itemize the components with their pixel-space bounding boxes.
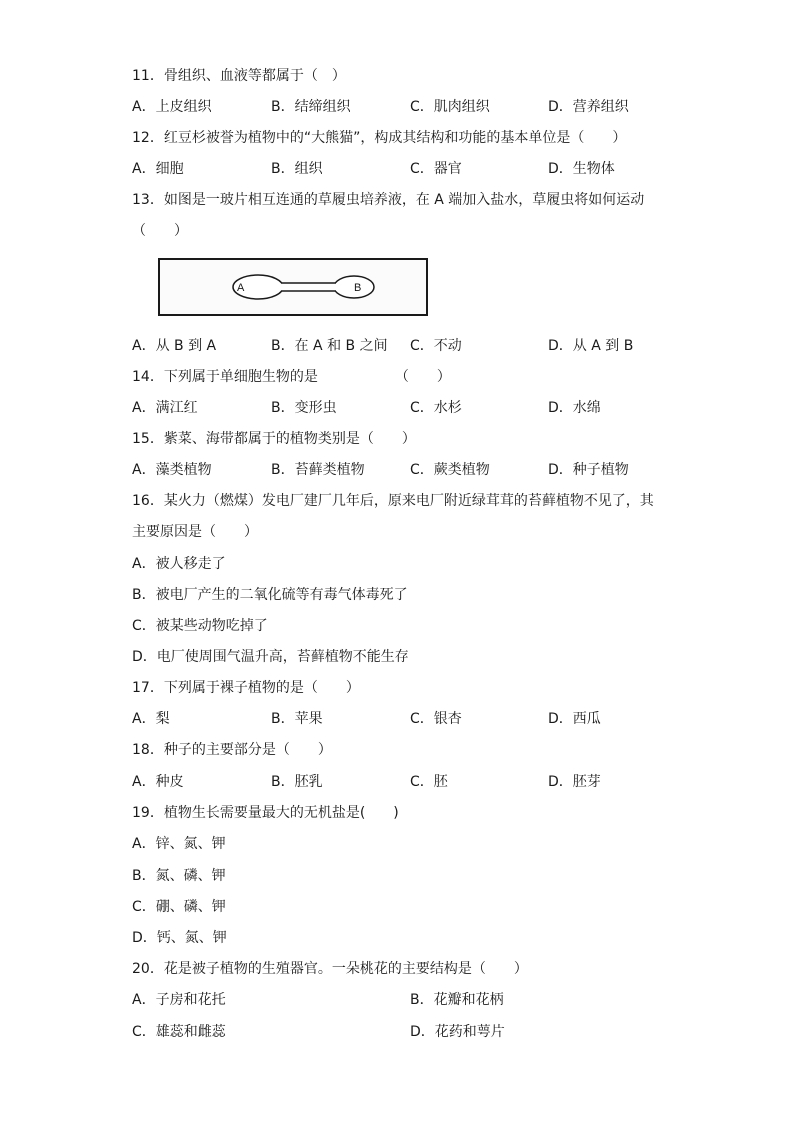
question-11-option-a: A．上皮组织 <box>132 99 212 115</box>
question-13-option-a: A．从 B 到 A <box>132 338 217 354</box>
question-18-option-b: B．胚乳 <box>271 774 323 790</box>
question-16-option-d: D．电厂使周围气温升高，苔藓植物不能生存 <box>132 649 409 665</box>
question-20-option-b: B．花瓣和花柄 <box>410 992 504 1008</box>
question-17-stem: 17．下列属于裸子植物的是（ ） <box>132 680 360 696</box>
question-15-stem: 15．紫菜、海带都属于的植物类别是（ ） <box>132 431 416 447</box>
question-14-option-c: C．水杉 <box>410 400 462 416</box>
question-12-stem: 12．红豆杉被誉为植物中的“大熊猫”，构成其结构和功能的基本单位是（ ） <box>132 130 627 146</box>
question-15-option-d: D．种子植物 <box>548 462 629 478</box>
question-13-option-b: B．在 A 和 B 之间 <box>271 338 388 354</box>
question-19-option-d: D．钙、氮、钾 <box>132 930 227 946</box>
question-16-stem-line-2: 主要原因是（ ） <box>132 524 258 540</box>
question-12-option-c: C．器官 <box>410 161 462 177</box>
question-20-option-d: D．花药和萼片 <box>410 1024 505 1040</box>
paramecium-slide-figure <box>158 258 428 316</box>
question-12-option-a: A．细胞 <box>132 161 184 177</box>
question-17-option-c: C．银杏 <box>410 711 462 727</box>
question-17-option-d: D．西瓜 <box>548 711 601 727</box>
question-14-option-d: D．水绵 <box>548 400 601 416</box>
question-12-option-d: D．生物体 <box>548 161 615 177</box>
connecting-channel <box>281 283 337 291</box>
question-18-option-c: C．胚 <box>410 774 448 790</box>
question-18-stem: 18．种子的主要部分是（ ） <box>132 742 332 758</box>
question-12-option-b: B．组织 <box>271 161 323 177</box>
question-17-option-a: A．梨 <box>132 711 170 727</box>
question-18-option-d: D．胚芽 <box>548 774 601 790</box>
question-14-option-b: B．变形虫 <box>271 400 337 416</box>
question-14-stem: 14．下列属于单细胞生物的是 （ ） <box>132 369 451 385</box>
question-14-option-a: A．满江红 <box>132 400 198 416</box>
question-13-option-d: D．从 A 到 B <box>548 338 634 354</box>
question-16-option-c: C．被某些动物吃掉了 <box>132 618 268 634</box>
question-17-option-b: B．苹果 <box>271 711 323 727</box>
question-11-option-c: C．肌肉组织 <box>410 99 490 115</box>
question-16-stem: 16．某火力（燃煤）发电厂建厂几年后，原来电厂附近绿茸茸的苔藓植物不见了，其 <box>132 493 654 509</box>
question-20-option-a: A．子房和花托 <box>132 992 226 1008</box>
question-15-option-c: C．蕨类植物 <box>410 462 490 478</box>
slide-drawing <box>160 260 426 314</box>
question-20-stem: 20．花是被子植物的生殖器官。一朵桃花的主要结构是（ ） <box>132 961 528 977</box>
drop-a-label: A <box>237 282 245 294</box>
question-11-option-d: D．营养组织 <box>548 99 629 115</box>
question-16-option-a: A．被人移走了 <box>132 556 226 572</box>
question-11-stem: 11．骨组织、血液等都属于（ ） <box>132 68 346 84</box>
question-19-option-a: A．锌、氮、钾 <box>132 836 226 852</box>
question-16-option-b: B．被电厂产生的二氧化硫等有毒气体毒死了 <box>132 587 408 603</box>
question-15-option-b: B．苔藓类植物 <box>271 462 365 478</box>
question-13-stem: 13．如图是一玻片相互连通的草履虫培养液，在 A 端加入盐水，草履虫将如何运动 <box>132 192 645 208</box>
question-19-option-c: C．硼、磷、钾 <box>132 899 226 915</box>
question-19-option-b: B．氮、磷、钾 <box>132 868 226 884</box>
drop-b-label: B <box>354 282 362 294</box>
question-18-option-a: A．种皮 <box>132 774 184 790</box>
question-20-option-c: C．雄蕊和雌蕊 <box>132 1024 226 1040</box>
question-11-option-b: B．结缔组织 <box>271 99 351 115</box>
question-13-stem-line-2: （ ） <box>132 223 188 239</box>
question-15-option-a: A．藻类植物 <box>132 462 212 478</box>
question-13-option-c: C．不动 <box>410 338 462 354</box>
question-19-stem: 19．植物生长需要量最大的无机盐是( ) <box>132 805 399 821</box>
